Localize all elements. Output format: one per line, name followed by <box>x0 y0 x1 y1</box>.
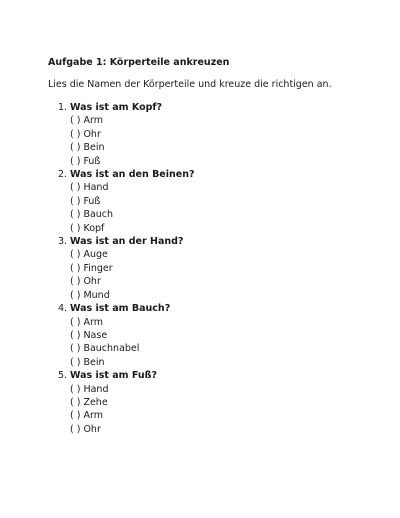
worksheet-page <box>48 57 378 436</box>
question-item <box>48 235 378 302</box>
question-item <box>48 101 378 168</box>
question-number: 2. <box>58 169 68 181</box>
answer-option[interactable]: ( ) Fuß <box>70 155 101 167</box>
answer-option[interactable]: ( ) Ohr <box>70 276 101 288</box>
answer-option[interactable]: ( ) Ohr <box>70 423 101 435</box>
answer-option[interactable]: ( ) Bein <box>70 142 105 154</box>
question-heading <box>48 302 378 315</box>
question-heading <box>48 235 378 248</box>
question-text: Was ist an der Hand? <box>70 236 184 248</box>
question-text: Was ist am Kopf? <box>70 102 163 113</box>
answer-option[interactable]: ( ) Kopf <box>70 222 105 234</box>
question-number: 1. <box>58 102 68 113</box>
question-item <box>48 302 378 369</box>
answer-option[interactable]: ( ) Mund <box>70 289 110 301</box>
answer-option[interactable]: ( ) Zehe <box>70 396 108 408</box>
question-heading <box>48 369 378 382</box>
question-text: Was ist am Fuß? <box>70 370 158 382</box>
answer-option[interactable]: ( ) Hand <box>70 182 109 194</box>
question-text: Was ist an den Beinen? <box>70 169 195 181</box>
answer-option[interactable]: ( ) Bein <box>70 356 105 368</box>
question-item <box>48 168 378 235</box>
question-heading <box>48 101 378 114</box>
answer-option[interactable]: ( ) Auge <box>70 249 108 261</box>
answer-option[interactable]: ( ) Arm <box>70 316 103 328</box>
answer-option[interactable]: ( ) Nase <box>70 329 108 341</box>
answer-option[interactable]: ( ) Arm <box>70 410 103 422</box>
answer-option[interactable]: ( ) Bauchnabel <box>70 343 140 355</box>
answer-option[interactable]: ( ) Arm <box>70 115 103 127</box>
answer-option[interactable]: ( ) Finger <box>70 262 113 274</box>
question-number: 5. <box>58 370 68 382</box>
answer-option[interactable]: ( ) Bauch <box>70 209 114 221</box>
answer-option[interactable]: ( ) Fuß <box>70 195 101 207</box>
answer-option[interactable]: ( ) Ohr <box>70 128 101 140</box>
page-title: Aufgabe 1: Körperteile ankreuzen <box>48 57 230 68</box>
question-list <box>48 101 378 436</box>
question-text: Was ist am Bauch? <box>70 303 171 315</box>
question-item <box>48 369 378 436</box>
question-heading <box>48 168 378 181</box>
question-number: 4. <box>58 303 68 315</box>
question-number: 3. <box>58 236 68 248</box>
answer-option[interactable]: ( ) Hand <box>70 383 109 395</box>
instruction-text: Lies die Namen der Körperteile und kreuze die richtigen an. <box>48 79 332 90</box>
